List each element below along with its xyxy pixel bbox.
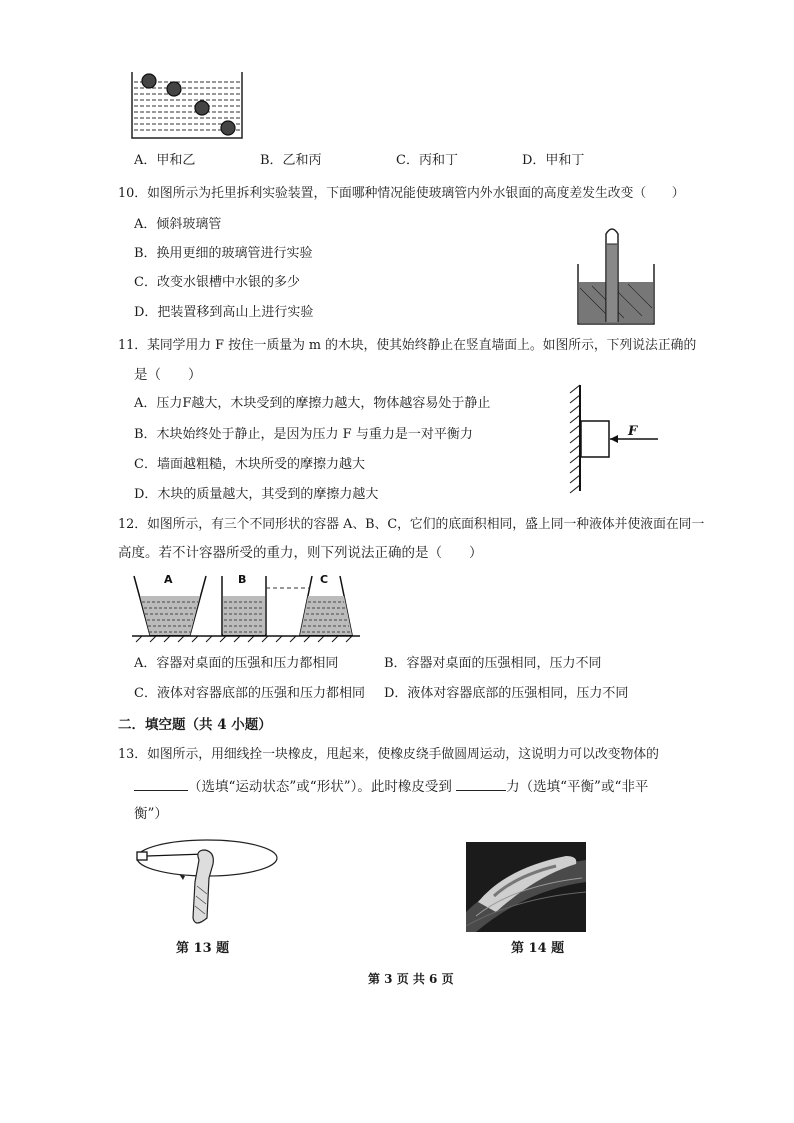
q11-wall-block-figure bbox=[566, 383, 666, 495]
q9-tank-figure bbox=[130, 70, 245, 142]
q13-eraser-figure bbox=[135, 838, 280, 938]
fig14-caption: 第 14 题 bbox=[511, 941, 565, 956]
q11-stem-line1: 11．某同学用力 F 按住一质量为 m 的木块，使其始终静止在竖直墙面上。如图所示，下列说法正确的 bbox=[118, 338, 697, 353]
q12-option-c: C．液体对容器底部的压强和压力都相同 bbox=[134, 686, 365, 701]
q9-option-d: D．甲和丁 bbox=[522, 153, 585, 168]
q9-ball-icons bbox=[142, 74, 235, 135]
q13-blank-2[interactable] bbox=[456, 776, 506, 791]
q10-option-b: B．换用更细的玻璃管进行实验 bbox=[134, 246, 313, 261]
q12-option-d: D．液体对容器底部的压强相同，压力不同 bbox=[384, 686, 629, 701]
q10-torricelli-figure bbox=[576, 222, 658, 326]
q11-option-c: C．墙面越粗糙，木块所受的摩擦力越大 bbox=[134, 457, 365, 472]
q12-label-a: A bbox=[164, 573, 173, 586]
q13-line2-b: （选填“运动状态”或“形状”）。此时橡皮受到 bbox=[188, 779, 452, 795]
eraser-icon bbox=[137, 852, 147, 860]
q13-line3: 衡”） bbox=[134, 806, 168, 822]
q10-option-a: A．倾斜玻璃管 bbox=[134, 217, 222, 232]
fig13-caption: 第 13 题 bbox=[176, 941, 230, 956]
q14-train-photo bbox=[466, 842, 586, 932]
q9-option-c: C．丙和丁 bbox=[396, 153, 458, 168]
q13-line1: 13．如图所示，用细线拴一块橡皮，甩起来，使橡皮绕手做圆周运动，这说明力可以改变物体的 bbox=[118, 747, 659, 762]
q13-line2 bbox=[134, 776, 648, 796]
q9-option-b: B．乙和丙 bbox=[260, 153, 322, 168]
q10-option-c: C．改变水银槽中水银的多少 bbox=[134, 275, 300, 290]
q12-label-c: C bbox=[320, 573, 329, 586]
q13-blank-1[interactable] bbox=[134, 776, 188, 791]
q13-line2-d: 力（选填“平衡”或“非平 bbox=[506, 779, 649, 795]
q11-stem-line2: 是（ ） bbox=[134, 367, 202, 383]
q11-option-d: D．木块的质量越大，其受到的摩擦力越大 bbox=[134, 487, 379, 502]
q12-option-a: A．容器对桌面的压强和压力都相同 bbox=[134, 656, 339, 671]
q12-option-b: B．容器对桌面的压强相同，压力不同 bbox=[384, 656, 602, 671]
q12-stem-line2: 高度。若不计容器所受的重力，则下列说法正确的是（ ） bbox=[118, 545, 483, 561]
hand-icon bbox=[193, 850, 213, 923]
section2-title: 二．填空题（共 4 小题） bbox=[118, 717, 272, 733]
q12-containers-figure bbox=[130, 572, 362, 644]
q12-label-b: B bbox=[238, 573, 247, 586]
q11-option-a: A．压力F越大，木块受到的摩擦力越大，物体越容易处于静止 bbox=[134, 396, 491, 411]
q9-option-a: A．甲和乙 bbox=[134, 153, 196, 168]
page-footer: 第 3 页 共 6 页 bbox=[368, 972, 454, 986]
q11-option-b: B．木块始终处于静止，是因为压力 F 与重力是一对平衡力 bbox=[134, 427, 473, 442]
q11-force-label: F bbox=[628, 424, 638, 439]
q10-stem: 10．如图所示为托里拆利实验装置，下面哪种情况能使玻璃管内外水银面的高度差发生改变（ ） bbox=[118, 186, 685, 201]
q10-option-d: D．把装置移到高山上进行实验 bbox=[134, 305, 314, 320]
q12-stem-line1: 12．如图所示，有三个不同形状的容器 A、B、C，它们的底面积相同，盛上同一种液体并使液面在同一 bbox=[118, 517, 705, 532]
